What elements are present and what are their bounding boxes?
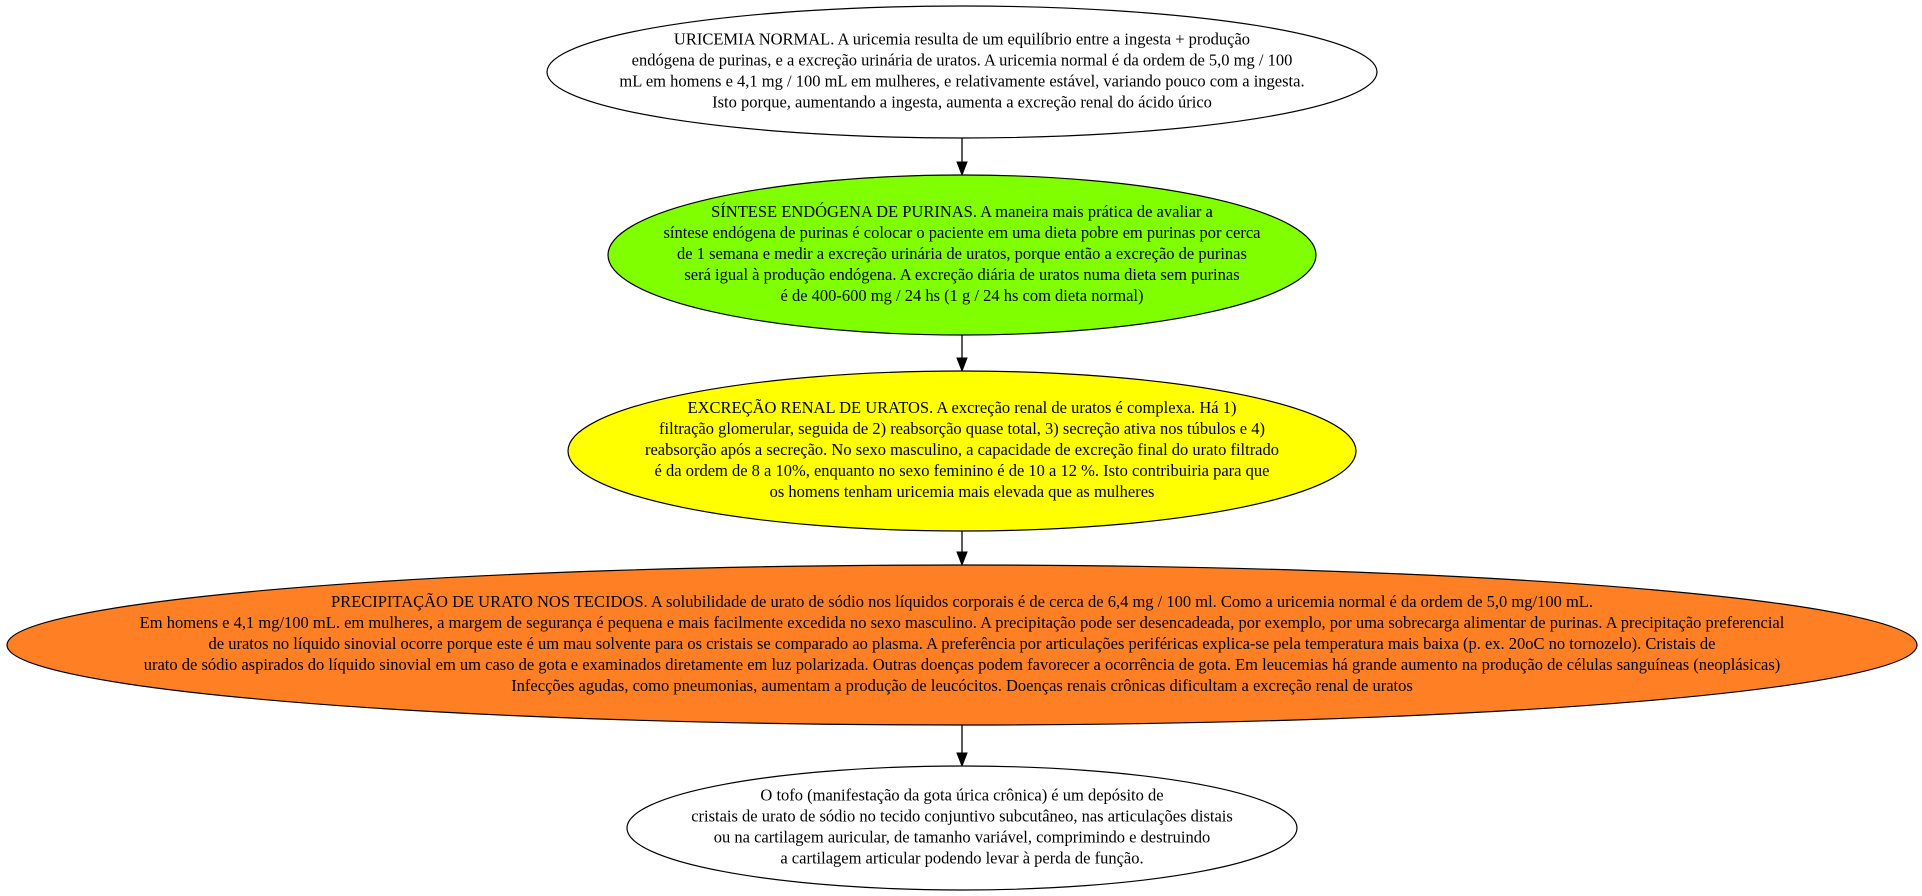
node-text-line: Isto porque, aumentando a ingesta, aumenta a excreção renal do ácido úrico bbox=[712, 92, 1212, 112]
node-text-line: URICEMIA NORMAL. A uricemia resulta de um equilíbrio entre a ingesta + produção bbox=[673, 29, 1251, 49]
node-text-line: ou na cartilagem auricular, de tamanho variável, comprimindo e destruindo bbox=[713, 827, 1211, 847]
node-uricemia-normal bbox=[547, 6, 1377, 138]
node-text-line: cristais de urato de sódio no tecido conjuntivo subcutâneo, nas articulações distais bbox=[691, 806, 1233, 826]
node-text-line: síntese endógena de purinas é colocar o paciente em uma dieta pobre em purinas por cerca bbox=[663, 222, 1261, 242]
node-text-line: reabsorção após a secreção. No sexo masculino, a capacidade de excreção final do urato filtrado bbox=[644, 439, 1280, 459]
node-text-line: é da ordem de 8 a 10%, enquanto no sexo feminino é de 10 a 12 %. Isto contribuiria para que bbox=[654, 460, 1270, 480]
node-precipitacao bbox=[7, 565, 1917, 725]
node-text-line: PRECIPITAÇÃO DE URATO NOS TECIDOS. A solubilidade de urato de sódio nos líquidos corporais é de cerca de 6,4 mg / 100 ml. Como a uricemia normal é da ordem de 5,0 mg/100 mL. bbox=[331, 591, 1593, 611]
node-text-line: é de 400-600 mg / 24 hs (1 g / 24 hs com dieta normal) bbox=[780, 285, 1144, 305]
node-text-line: filtração glomerular, seguida de 2) reabsorção quase total, 3) secreção ativa nos túbulos e 4) bbox=[659, 418, 1265, 438]
edge-arrowhead bbox=[957, 753, 967, 766]
node-tofo bbox=[627, 766, 1297, 890]
node-text-line: endógena de purinas, e a excreção urinária de uratos. A uricemia normal é da ordem de 5,0 mg / 100 bbox=[631, 50, 1293, 70]
node-text-line: de uratos no líquido sinovial ocorre porque este é um mau solvente para os cristais se comparado ao plasma. A preferência por articulações periféricas explica-se pela temperatura mais baixa (p. ex. 20oC no tornozelo). Cristais de bbox=[208, 633, 1716, 653]
node-text-line: O tofo (manifestação da gota úrica crônica) é um depósito de bbox=[760, 785, 1164, 805]
edge-arrowhead bbox=[957, 162, 967, 175]
node-text-line: urato de sódio aspirados do líquido sinovial em um caso de gota e examinados diretamente em luz polarizada. Outras doenças podem favorecer a ocorrência de gota. Em leucemias há grande aumento na produção de células sanguíneas (neoplásicas) bbox=[143, 654, 1781, 674]
edge-arrowhead bbox=[957, 552, 967, 565]
node-text-line: EXCREÇÃO RENAL DE URATOS. A excreção renal de uratos é complexa. Há 1) bbox=[687, 397, 1237, 417]
node-text-line: de 1 semana e medir a excreção urinária de uratos, porque então a excreção de purinas bbox=[677, 243, 1247, 263]
edge-uricemia-normal-to-sintese-endogena bbox=[957, 138, 967, 175]
node-sintese-endogena bbox=[608, 175, 1316, 335]
edge-sintese-endogena-to-excrecao-renal bbox=[957, 335, 967, 371]
node-text-line: os homens tenham uricemia mais elevada que as mulheres bbox=[769, 481, 1155, 501]
node-text-line: será igual à produção endógena. A excreção diária de uratos numa dieta sem purinas bbox=[684, 264, 1240, 284]
node-text-line: mL em homens e 4,1 mg / 100 mL em mulheres, e relativamente estável, variando pouco com a ingesta. bbox=[619, 71, 1305, 91]
edge-excrecao-renal-to-precipitacao bbox=[957, 531, 967, 565]
node-text-line: SÍNTESE ENDÓGENA DE PURINAS. A maneira mais prática de avaliar a bbox=[711, 201, 1213, 221]
node-excrecao-renal bbox=[568, 371, 1356, 531]
edge-arrowhead bbox=[957, 358, 967, 371]
node-text-line: Infecções agudas, como pneumonias, aumentam a produção de leucócitos. Doenças renais crônicas dificultam a excreção renal de uratos bbox=[511, 675, 1413, 695]
node-text-line: a cartilagem articular podendo levar à perda de função. bbox=[780, 848, 1144, 868]
edge-precipitacao-to-tofo bbox=[957, 725, 967, 766]
node-text-line: Em homens e 4,1 mg/100 mL. em mulheres, a margem de segurança é pequena e mais facilmente excedida no sexo masculino. A precipitação pode ser desencadeada, por exemplo, por uma sobrecarga alimentar de purinas. A precipitação preferencial bbox=[139, 612, 1785, 632]
